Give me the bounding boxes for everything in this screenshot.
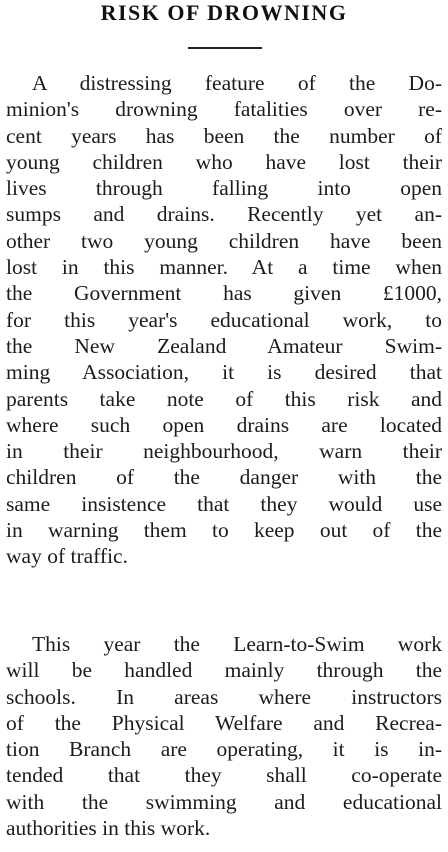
- text-line: of the Physical Welfare and Recrea-: [6, 710, 442, 735]
- text-line: ming Association, it is desired that: [6, 360, 442, 385]
- text-line: parents take note of this risk and: [6, 386, 442, 411]
- text-line: A distressing feature of the Do-: [32, 71, 442, 95]
- text-line: other two young children have been: [6, 228, 442, 253]
- text-line: way of traffic.: [6, 544, 128, 569]
- text-line: tended that they shall co-operate: [6, 763, 442, 788]
- text-line: This year the Learn-to-Swim work: [32, 632, 442, 656]
- text-line: children of the danger with the: [6, 465, 442, 490]
- text-line: lives through falling into open: [6, 176, 442, 201]
- text-line: cent years has been the number of: [6, 123, 442, 148]
- text-line: the New Zealand Amateur Swim-: [6, 333, 442, 358]
- text-line: minion's drowning fatalities over re-: [6, 97, 442, 122]
- text-line: in warning them to keep out of the: [6, 518, 442, 543]
- paragraph-1: [6, 70, 442, 570]
- text-line: the Government has given £1000,: [6, 281, 442, 306]
- text-line: tion Branch are operating, it is in-: [6, 737, 442, 762]
- text-line: sumps and drains. Recently yet an-: [6, 202, 442, 227]
- paragraph-2: [6, 631, 442, 841]
- text-line: with the swimming and educational: [6, 789, 442, 814]
- text-line: for this year's educational work, to: [6, 307, 442, 332]
- headline: RISK OF DROWNING: [100, 0, 348, 25]
- text-line: same insistence that they would use: [6, 491, 442, 516]
- text-line: in their neighbourhood, warn their: [6, 439, 442, 464]
- text-line: lost in this manner. At a time when: [6, 255, 442, 280]
- headline-rule: [188, 47, 262, 49]
- text-line: authorities in this work.: [6, 816, 211, 841]
- text-line: where such open drains are located: [6, 412, 442, 437]
- text-line: will be handled mainly through the: [6, 658, 442, 683]
- text-line: young children who have lost their: [6, 149, 442, 174]
- text-line: schools. In areas where instructors: [6, 684, 442, 709]
